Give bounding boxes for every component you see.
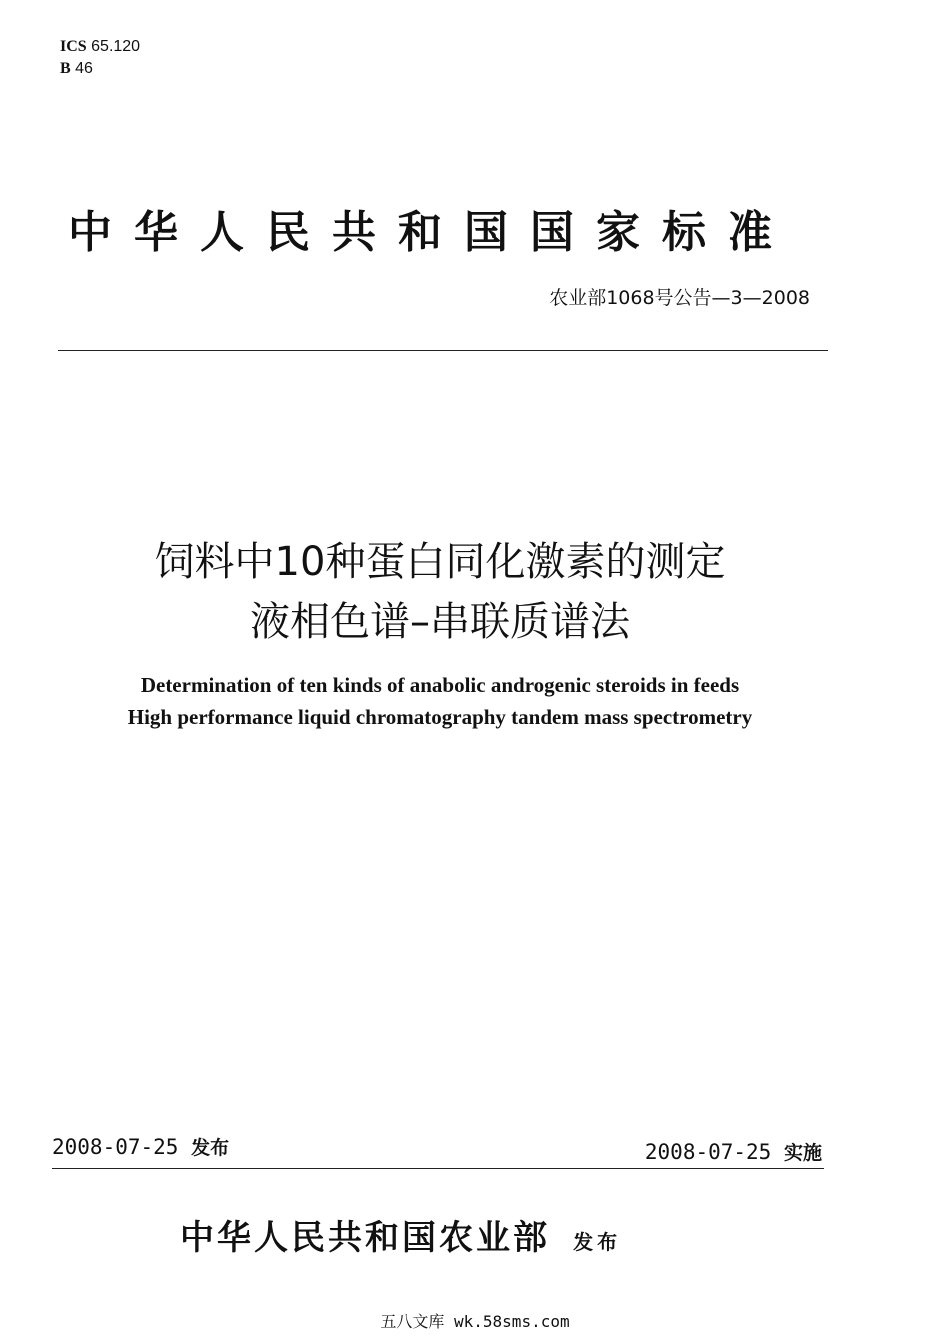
issuer-name: 中华人民共和国农业部 bbox=[180, 1218, 550, 1258]
english-title-line2: High performance liquid chromatography tandem mass spectrometry bbox=[127, 705, 753, 729]
issue-date-block bbox=[52, 1133, 229, 1160]
issuer-block bbox=[180, 1210, 621, 1259]
site-watermark: 五八文库 wk.58sms.com bbox=[380, 1312, 570, 1331]
implementation-date: 2008-07-25 bbox=[644, 1140, 772, 1164]
implementation-label: 实施 bbox=[783, 1142, 822, 1164]
top-divider bbox=[58, 350, 828, 351]
ccs-value: 46 bbox=[75, 60, 93, 77]
ccs-label: B bbox=[60, 60, 71, 77]
classification-codes bbox=[60, 36, 140, 80]
issue-label: 发布 bbox=[191, 1137, 230, 1159]
bottom-divider bbox=[52, 1168, 824, 1169]
english-title-line1: Determination of ten kinds of anabolic androgenic steroids in feeds bbox=[140, 673, 740, 697]
ics-value: 65.120 bbox=[91, 38, 141, 55]
issue-date: 2008-07-25 bbox=[52, 1135, 179, 1159]
implementation-date-block bbox=[645, 1138, 822, 1165]
ccs-line bbox=[60, 58, 140, 80]
standard-title: 中华人民共和国国家标准 bbox=[68, 207, 794, 258]
ics-label: ICS bbox=[60, 38, 87, 55]
notice-number: 农业部1068号公告—3—2008 bbox=[549, 287, 810, 309]
ics-line bbox=[60, 36, 140, 58]
chinese-title-line2: 液相色谱–串联质谱法 bbox=[250, 599, 630, 645]
issuer-label: 发布 bbox=[573, 1230, 622, 1254]
chinese-title-line1: 饲料中10种蛋白同化激素的测定 bbox=[154, 539, 726, 585]
